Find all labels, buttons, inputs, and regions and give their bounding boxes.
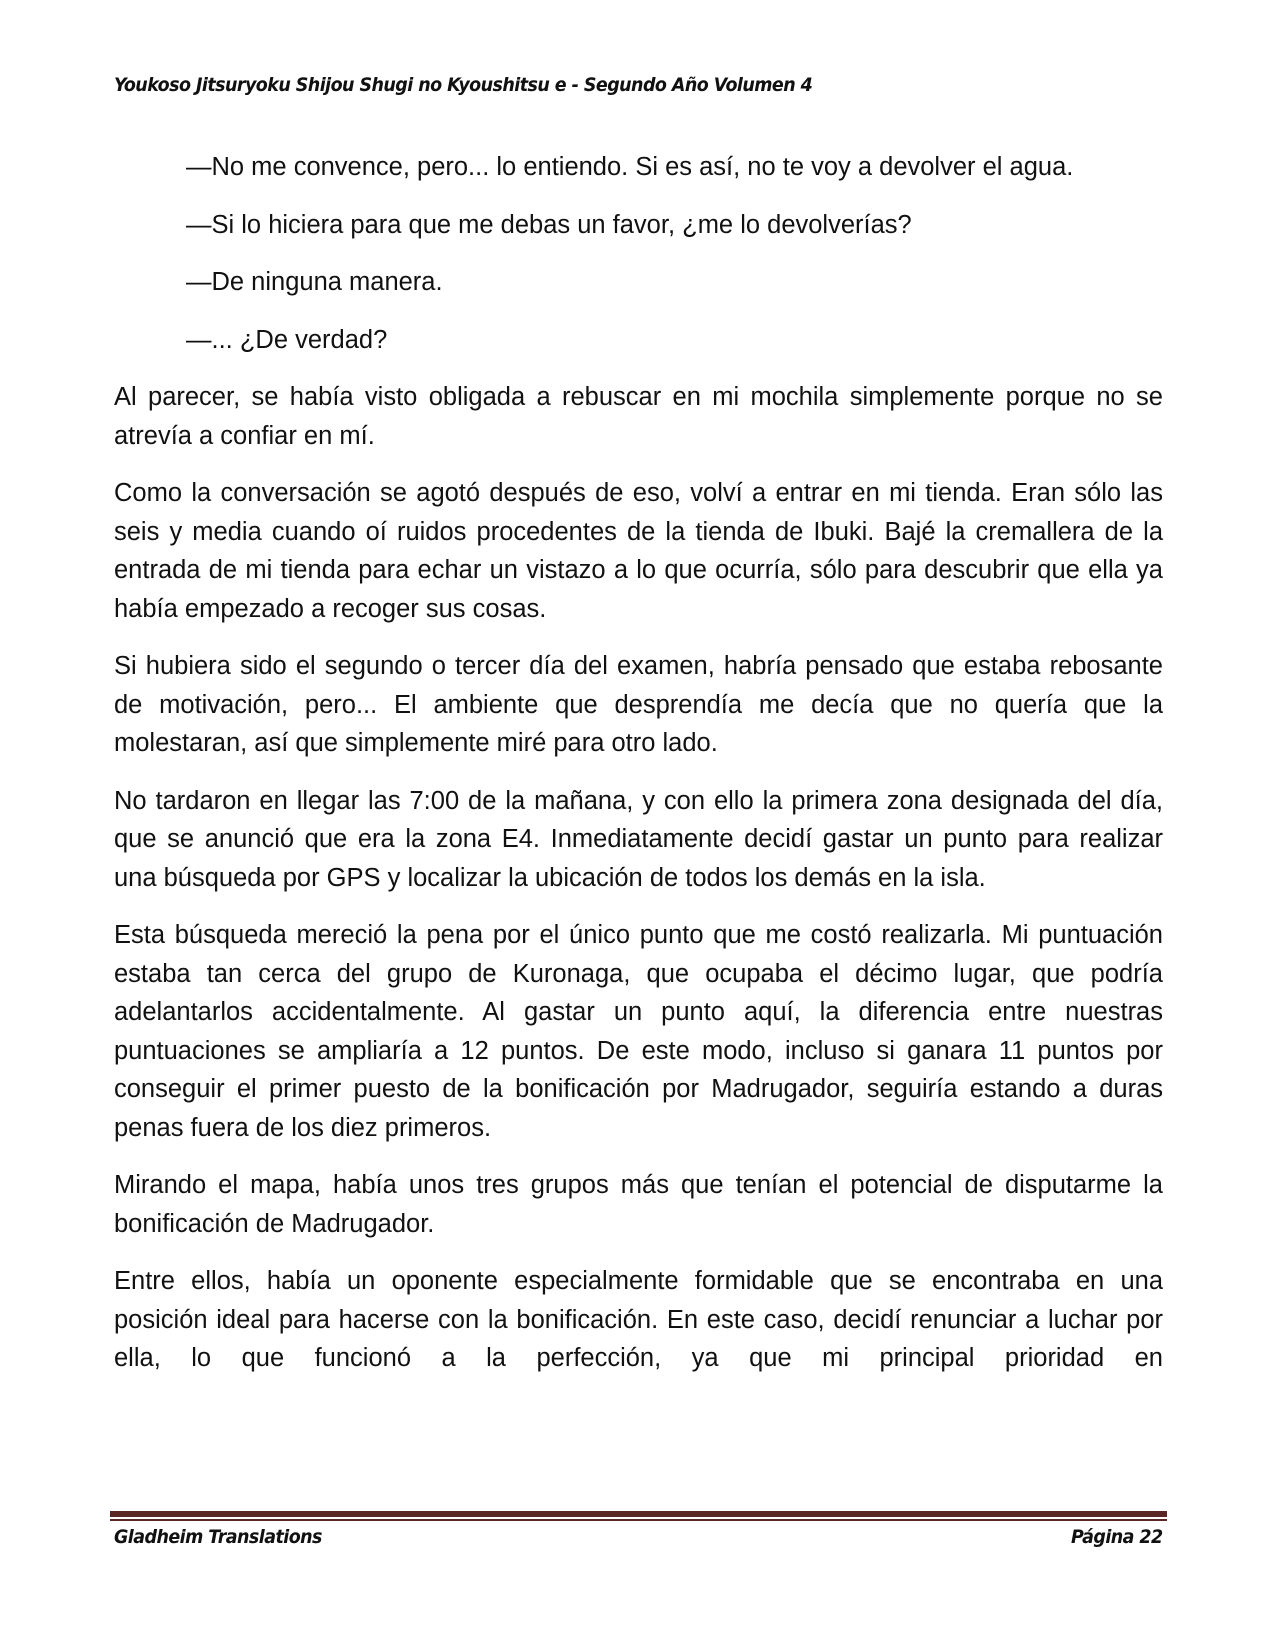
running-header: Youkoso Jitsuryoku Shijou Shugi no Kyoushitsu e - Segundo Año Volumen 4 bbox=[114, 74, 813, 96]
paragraph: Esta búsqueda mereció la pena por el único punto que me costó realizarla. Mi puntuación estaba tan cerca del grupo de Kuronaga, que ocupaba el décimo lugar, que podría adelantarlos accidentalmente. Al gastar un punto aquí, la diferencia entre nuestras puntuaciones se ampliaría a 12 puntos. De este modo, incluso si ganara 11 puntos por conseguir el primer puesto de la bonificación por Madrugador, seguiría estando a duras penas fuera de los diez primeros. bbox=[114, 921, 1163, 1142]
paragraph: Mirando el mapa, había unos tres grupos más que tenían el potencial de disputarme la bonificación de Madrugador. bbox=[114, 1171, 1163, 1238]
paragraph: Entre ellos, había un oponente especialmente formidable que se encontraba en una posición ideal para hacerse con la bonificación. En este caso, decidí renunciar a luchar por ella, lo que funcionó a la perfección, ya que mi principal prioridad en bbox=[114, 1267, 1163, 1372]
page-body bbox=[114, 148, 1163, 1397]
paragraph: Si hubiera sido el segundo o tercer día del examen, habría pensado que estaba rebosante de motivación, pero... El ambiente que desprendía me decía que no quería que la molestaran, así que simplemente miré para otro lado. bbox=[114, 652, 1163, 757]
paragraph: Al parecer, se había visto obligada a rebuscar en mi mochila simplemente porque no se atrevía a confiar en mí. bbox=[114, 383, 1163, 450]
paragraph: —... ¿De verdad? bbox=[186, 325, 388, 354]
paragraph: No tardaron en llegar las 7:00 de la mañana, y con ello la primera zona designada del día, que se anunció que era la zona E4. Inmediatamente decidí gastar un punto para realizar una búsqueda por GPS y localizar la ubicación de todos los demás en la isla. bbox=[114, 786, 1163, 892]
footer-credit: Gladheim Translations bbox=[114, 1526, 322, 1548]
paragraph: Como la conversación se agotó después de eso, volví a entrar en mi tienda. Eran sólo las seis y media cuando oí ruidos procedentes de la tienda de Ibuki. Bajé la cremallera de la entrada de mi tienda para echar un vistazo a lo que ocurría, sólo para descubrir que ella ya había empezado a recoger sus cosas. bbox=[114, 479, 1163, 623]
page-number: Página 22 bbox=[1071, 1526, 1163, 1548]
footer-rule-thin bbox=[110, 1519, 1167, 1521]
paragraph: —No me convence, pero... lo entiendo. Si es así, no te voy a devolver el agua. bbox=[186, 153, 1074, 181]
paragraph: —Si lo hiciera para que me debas un favor, ¿me lo devolverías? bbox=[186, 210, 912, 239]
footer-rule bbox=[110, 1511, 1167, 1517]
paragraph: —De ninguna manera. bbox=[186, 268, 443, 296]
